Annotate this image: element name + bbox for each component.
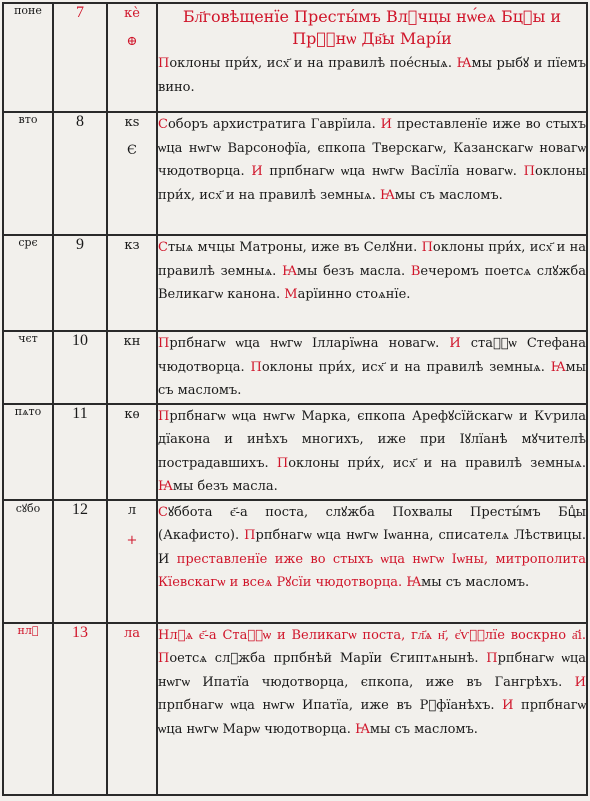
commemoration-cell [157,3,587,112]
body-text: прпбнагѡ ѡца нѡгѡ Ипатїа, иже въ Рꙋфїанѣхъ. [158,698,503,713]
rubric-text: П [158,408,170,424]
body-text: мы съ масломъ. [369,721,478,737]
rubric-text: И [574,674,586,690]
rubric-text: Ꙗ [355,721,370,737]
calendar-row [3,623,587,795]
feast-title: Бл҃говѣщенїе Престы́мъ Влⷣчцы нѡ́еѧ Бцⷣы и Прⷭ҇нѡ Дв҃ы Марі́и [182,7,562,48]
rubric-text: И [251,164,263,179]
rubric-text: М [284,287,298,302]
rubric-text: С [158,504,168,520]
weekday-cell: сꙋбо [3,500,53,623]
church-number-cell [107,112,157,235]
church-number-cell [107,331,157,404]
rubric-text: П [421,240,433,255]
rubric-text: П [244,528,256,543]
body-text: рпбнагѡ ѡца нѡгѡ Марка, єпкопа Арефꙋсїйскагѡ и Кѵрила дїакона и инѣхъ многихъ, иже при Іꙋлїанѣ мꙋчителѣ пострадавшихъ. [158,408,586,471]
calendar-row [3,331,587,404]
body-text: оклоны при́х, исх҃ и на правилѣ пое́сныѧ. [169,56,457,71]
weekday-cell: нлⷣ [3,623,53,795]
weekday-cell: вто [3,112,53,235]
feast-mark-icon: + [126,532,138,548]
rubric-text: Ꙗ [379,187,395,203]
body-text: мы съ масломъ. [394,187,503,203]
rubric-text: Ꙗ [456,56,472,71]
body-text: мы безъ масла. [172,479,278,494]
rubric-text: В [410,263,421,279]
body-text: оетсѧ слꙋжба прпбнѣй Марїи Єгиптѧнынѣ. [169,651,487,666]
church-number: л [127,502,137,518]
church-number: кѕ [124,115,140,130]
calendar-row [3,112,587,235]
rubric-text: П [276,455,289,471]
body-text: рпбнагѡ ѡца нѡгѡ Іѡанна, списателѧ Лѣствицы. И [158,528,586,567]
calendar-rows [3,3,587,795]
commemoration-text [158,332,586,403]
church-number: кн [123,334,141,349]
church-number-cell [107,235,157,331]
body-text: мы безъ масла. [296,263,411,279]
date-cell: 12 [53,500,107,623]
calendar-table [2,2,588,796]
church-number-cell [107,404,157,500]
body-text: мы съ масломъ. [158,359,587,398]
commemoration-cell [157,404,587,500]
body-text: мы съ масломъ. [421,575,530,590]
rubric-text: П [523,164,535,179]
calendar-row [3,235,587,331]
church-number-cell [107,3,157,112]
commemoration-text [158,236,586,307]
date-cell: 8 [53,112,107,235]
calendar-row [3,404,587,500]
date-cell: 11 [53,404,107,500]
rubric-text: Ꙗ [158,479,173,494]
body-text: рпбнагѡ ѡца нѡгѡ Ілларїѡна новагѡ. [169,336,450,351]
rubric-text: Ꙗ [550,359,566,375]
feast-mark-icon: Є [127,143,137,158]
body-text: прпбнагѡ ѡца нѡгѡ Васїлїа новагѡ. [262,164,524,179]
rubric-text: преставленїе иже во стыхъ ѡца нѡгѡ Іѡны, митрополита Кїевскагѡ и всеѧ Рꙋсїи чюдотворца. [158,551,586,590]
rubric-text: Ꙗ [406,575,422,590]
body-text: оклоны при́х, исх҃ и на правилѣ земныѧ. [288,455,586,471]
body-text: арїинно стоѧнїе. [297,287,411,302]
rubric-text: И [502,698,514,713]
rubric-text: Ꙗ [282,263,297,279]
rubric-text: И [449,336,461,351]
rubric-text: И [380,117,392,132]
church-number-cell [107,623,157,795]
body-text: ꙋббота є҃-а поста, слꙋжба Похвалы Престы́мъ Бцⷣы (Акафисто). [158,504,586,543]
commemoration-cell [157,331,587,404]
rubric-text: П [250,359,262,375]
feast-mark-icon: ⊕ [126,34,138,49]
church-number: кѳ [124,406,140,422]
weekday-cell: срє [3,235,53,331]
rubric-text: П [486,651,498,666]
rubric-text: С [158,240,168,255]
rubric-text: Нлⷣѧ є҃-а Стаⷢ҇ѡ и Великагѡ поста, гл҃ѧ н҃, є҆ѵⷢ҇лїе воскрно а҃і. [158,627,586,643]
body-text: оклоны при́х, исх҃ и на правилѣ земныѧ. [158,240,587,279]
commemoration-text [158,501,586,595]
body-text: тыѧ мчцы Матроны, иже въ Селꙋни. [167,240,422,255]
church-number-cell [107,500,157,623]
commemoration-cell [157,235,587,331]
date-cell: 10 [53,331,107,404]
body-text: оклоны при́х, исх҃ и на правилѣ земныѧ. [158,164,586,203]
calendar-row [3,500,587,623]
weekday-cell: поне [3,3,53,112]
body-text: рпбнагѡ ѡца нѡгѡ Ипатїа чюдотворца, єпкопа, иже въ Гангрѣхъ. [158,651,586,690]
commemoration-text [158,405,586,499]
commemoration-cell [157,500,587,623]
body-text: стаⷢ҇ѡ Стефана чюдотворца. [158,336,586,375]
commemoration-text [158,624,586,742]
weekday-cell: пѧто [3,404,53,500]
date-cell: 9 [53,235,107,331]
commemoration-cell [157,112,587,235]
rubric-text: С [158,117,168,132]
date-cell: 7 [53,3,107,112]
rubric-text: П [158,336,170,351]
rubric-text: П [158,651,170,666]
church-number: ла [123,625,140,641]
body-text: оборъ архистратига Гаврїила. [167,117,381,132]
church-number: кѐ [124,6,140,21]
body-text: мы рыбꙋ и пїемъ вино. [158,56,586,95]
church-number: кз [124,238,140,253]
body-text: преставленїе иже во стыхъ ѡца нѡгѡ Варсонофїа, єпкопа Тверскагѡ, Казанскагѡ новагѡ чюдотворца. [158,117,586,179]
body-text: оклоны при́х, исх҃ и на правилѣ земныѧ. [261,359,551,375]
commemoration-cell [157,623,587,795]
commemoration-text [158,113,586,207]
date-cell: 13 [53,623,107,795]
rubric-text: П [158,56,170,71]
commemoration-text [158,52,586,99]
body-text: прпбнагѡ ѡца нѡгѡ Марѡ чюдотворца. [158,698,586,737]
calendar-row [3,3,587,112]
body-text: ечеромъ поетсѧ слꙋжба Великагѡ канона. [158,263,586,302]
weekday-cell: чєт [3,331,53,404]
